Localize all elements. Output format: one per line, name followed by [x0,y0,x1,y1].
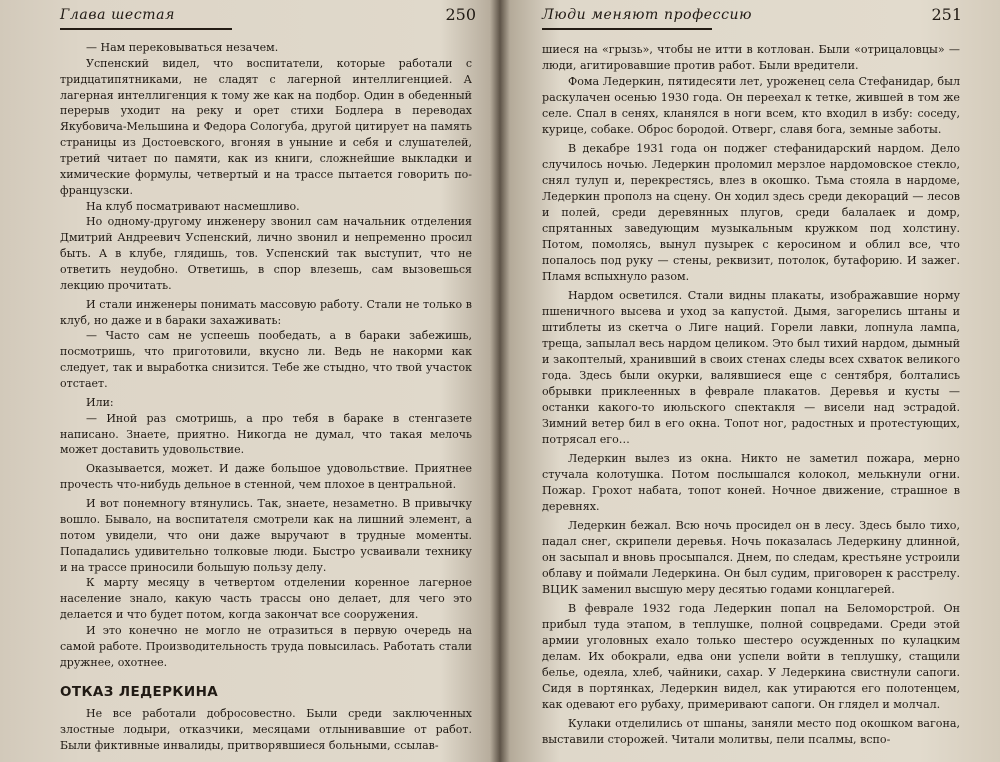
paragraph: Нардом осветился. Стали видны плакаты, изображавшие норму пшеничного высева и уход за капустой. Дымя, загорелись штаны и штиблеты из скетча о Лиге наций. Горели лавки, лопнула лампа, треща, запылал весь нардом целиком. Это был тихий нардом, дымный и закоптелый, хранивший в своих стенах следы всех схваток великого года. Здесь были окурки, валявшиеся еще с сентября, болтались обрывки приклеенных в феврале плакатов. Деревья и кусты — останки какого-то июльского спектакля — висели над эстрадой. Зимний ветер бил в его окна. Топот ног, радостных и протестующих, потрясал его… [542,289,960,446]
paragraph: Фома Ледеркин, пятидесяти лет, уроженец села Стефанидар, был раскулачен осенью 1930 года. Он переехал к тетке, жившей в том же селе. Спал в сенях, кланялся в ноги всем, кто входил в избу: соседу, курице, собаке. Оброс бородой. Отверг, славя бога, земные заботы. [542,75,960,136]
paragraph: Успенский видел, что воспитатели, которые работали с тридцатипятниками, не сладят с лагерной интеллигенцией. А лагерная интеллигенция к тому же как на подбор. Один в обеденный перерыв уходит на реку и орет стихи Бодлера в переводах Якубовича-Мельшина и Федора Сологуба, другой цитирует на память страницы из Достоевского, вгоняя в уныние и себя и слушателей, третий читает по памяти, как из книги, сложнейшие выкладки и химические формулы, четвертый и на трассе пытается говорить по-французски. [60,56,472,197]
paragraph: — Иной раз смотришь, а про тебя в бараке в стенгазете написано. Знаете, приятно. Никогда не думал, что такая мелочь может доставить удовольствие. [60,411,472,457]
paragraph: В декабре 1931 года он поджег стефанидарский нардом. Дело случилось ночью. Ледеркин проломил мерзлое нардомовское стекло, снял тулуп и, перекрестясь, влез в окошко. Тьма стояла в нардоме, Ледеркин прополз на сцену. Он ходил здесь среди декораций — лесов и полей, среди деревянных плугов, среди балалаек и домр, спрятанных заведующим музыкальным кружком под холстину. Потом, помолясь, вынул пузырек с керосином и облил все, что попалось под руку — стены, реквизит, потолок, бутафорию. И зажег. Пламя вспыхнуло разом. [542,142,960,283]
paragraph: И это конечно не могло не отразиться в первую очередь на самой работе. Производительность труда повысилась. Работать стали дружнее, охотнее. [60,623,472,669]
header-rule [60,28,232,30]
header-rule [542,28,712,30]
paragraph: К марту месяцу в четвертом отделении коренное лагерное население знало, какую часть трассы оно делает, для чего это делается и что будет потом, когда закончат все сооружения. [60,576,472,622]
paragraph: Ледеркин бежал. Всю ночь просидел он в лесу. Здесь было тихо, падал снег, скрипели деревья. Ночь показалась Ледеркину длинной, он засыпал и вновь просыпался. Днем, по следам, крестьяне устроили облаву и поймали Ледеркина. Он был судим, приговорен к расстрелу. ВЦИК заменил высшую меру десятью годами концлагерей. [542,519,960,596]
right-page [504,0,1000,762]
paragraph: Или: [86,395,114,409]
section-heading: ОТКАЗ ЛЕДЕРКИНА [60,683,219,700]
paragraph: На клуб посматривают насмешливо. [86,199,300,213]
paragraph: Не все работали добросовестно. Были среди заключенных злостные лодыри, отказчики, месяцами отлынивавшие от работ. Были фиктивные инвалиды, притворявшиеся больными, ссылав- [60,707,472,753]
paragraph: Кулаки отделились от шпаны, заняли место под окошком вагона, выставили сторожей. Читали молитвы, пели псалмы, вспо- [542,717,960,746]
right-page-text [542,42,960,748]
paragraph: И вот понемногу втянулись. Так, знаете, незаметно. В привычку вошло. Бывало, на воспитателя смотрели как на лишний элемент, а потом увидели, что они даже выручают в трудные моменты. Попадались удивительно толковые люди. Быстро усваивали технику и на трассе приносили большую пользу делу. [60,497,472,574]
paragraph: шиеся на «грызь», чтобы не итти в котлован. Были «отрицаловцы» — люди, агитировавшие против работ. Были вредители. [542,43,960,72]
paragraph: Ледеркин вылез из окна. Никто не заметил пожара, мерно стучала колотушка. Потом послышался колокол, мелькнули огни. Пожар. Грохот набата, топот коней. Ночное движение, страшное в деревнях. [542,452,960,513]
chapter-title: Люди меняют профессию [542,7,753,23]
paragraph: Но одному-другому инженеру звонил сам начальник отделения Дмитрий Андреевич Успенский, лично звонил и непременно просил быть. А в клубе, глядишь, тов. Успенский так выступит, что не ответить неудобно. Ответишь, в спор влезешь, сам вызовешься лекцию прочитать. [60,215,472,292]
page-number-right: 251 [931,5,962,24]
paragraph: В феврале 1932 года Ледеркин попал на Беломорстрой. Он прибыл туда этапом, в теплушке, полной соцвредами. Среди этой армии уголовных ехало только шестеро осужденных по кулацким делам. Их обокрали, едва они успели войти в теплушку, стащили белье, одеяла, хлеб, чайники, сахар. У Ледеркина свистнули сапоги. Сидя в портянках, Ледеркин видел, как утираются его полотенцем, как одевают его рубаху, примеривают сапоги. Он глядел и молчал. [542,602,960,711]
paragraph: Оказывается, может. И даже большое удовольствие. Приятнее прочесть что-нибудь дельное в стенной, чем плохое в центральной. [60,462,472,492]
chapter-title: Глава шестая [60,7,175,23]
page-number-left: 250 [445,5,476,24]
paragraph: — Часто сам не успеешь пообедать, а в бараки забежишь, посмотришь, что приготовили, вкусно ли. Ведь не накорми как следует, так и выработка снизится. Тебе же стыдно, что твой участок отстает. [60,329,472,391]
paragraph: И стали инженеры понимать массовую работу. Стали не только в клуб, но даже и в бараки захаживать: [60,297,472,327]
running-head-left [60,4,476,26]
left-page [0,0,496,762]
left-page-text [60,40,472,754]
running-head-right [542,4,962,26]
paragraph: — Нам перековываться незачем. [86,41,279,54]
